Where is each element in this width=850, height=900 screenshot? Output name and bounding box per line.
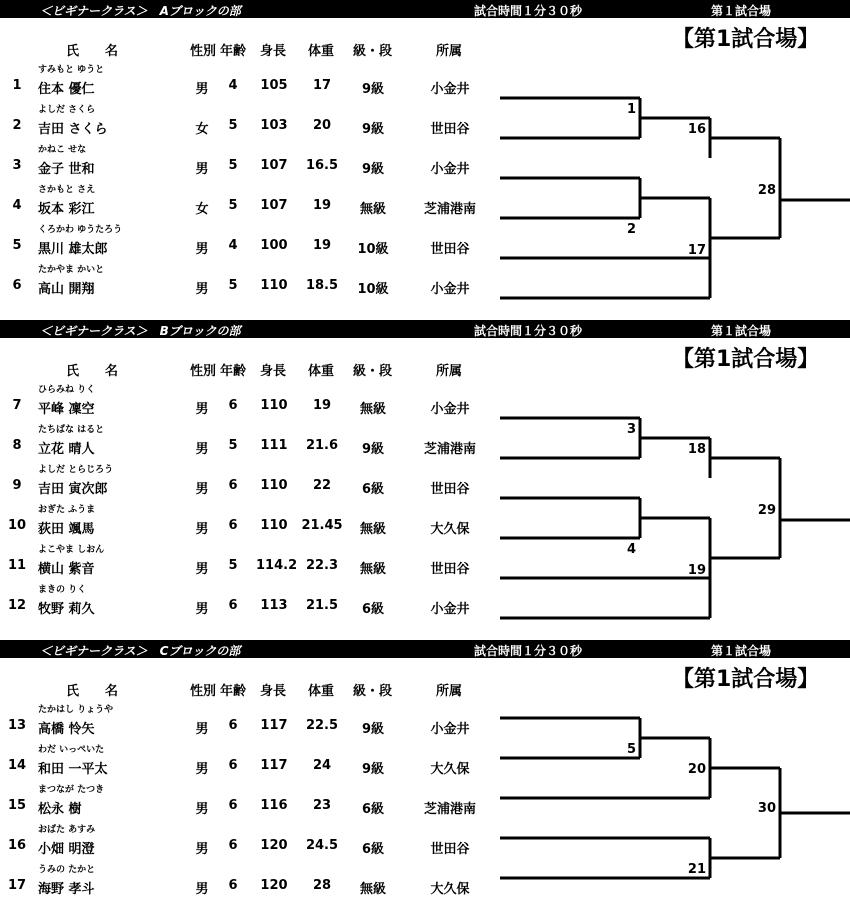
entry-name: 吉田 寅次郎 (38, 482, 108, 497)
entry-number: 15 (7, 798, 27, 813)
arena-label: 第１試合場 (711, 324, 772, 338)
entry-sex: 男 (195, 802, 209, 817)
col-name: 氏 名 (66, 44, 119, 59)
entry-height: 114.2 (256, 558, 298, 573)
entry-height: 103 (260, 118, 288, 133)
entry-affiliation: 芝浦港南 (423, 442, 476, 457)
entry-sex: 男 (195, 842, 209, 857)
col-weight: 体重 (308, 44, 335, 59)
match-number: 20 (687, 762, 706, 777)
entry-name: 松永 樹 (38, 802, 82, 817)
entry-weight: 20 (312, 118, 332, 133)
entry-name: 立花 晴人 (38, 442, 95, 457)
arena-label: 第１試合場 (711, 644, 772, 658)
entry-rank: 9級 (361, 722, 385, 737)
entry-weight: 16.5 (305, 158, 339, 173)
entry-affiliation: 大久保 (430, 522, 470, 537)
entry-weight: 22.3 (305, 558, 339, 573)
col-height: 身長 (260, 684, 287, 699)
match-number: 3 (626, 422, 636, 437)
entry-rank: 無級 (359, 562, 386, 577)
entry-name: 和田 一平太 (38, 762, 108, 777)
match-number: 1 (626, 102, 636, 117)
entry-age: 6 (228, 398, 238, 413)
entry-number: 16 (7, 838, 27, 853)
entry-weight: 21.6 (305, 438, 339, 453)
col-weight: 体重 (308, 364, 335, 379)
entry-number: 14 (7, 758, 27, 773)
entry-affiliation: 芝浦港南 (423, 202, 476, 217)
entry-name: 住本 優仁 (38, 82, 95, 97)
entry-age: 6 (228, 758, 238, 773)
match-number: 30 (757, 801, 776, 816)
entry-name: 横山 紫音 (38, 562, 95, 577)
entry-rank: 6級 (361, 482, 385, 497)
entry-rank: 6級 (361, 802, 385, 817)
col-affiliation: 所属 (436, 44, 463, 59)
entry-number: 1 (12, 78, 22, 93)
entry-age: 5 (228, 278, 238, 293)
entry-name: 金子 世和 (38, 162, 95, 177)
col-affiliation: 所属 (436, 364, 463, 379)
entry-height: 117 (260, 718, 288, 733)
entry-name: 高橋 怜矢 (38, 722, 95, 737)
entry-sex: 男 (195, 762, 209, 777)
entry-name: 黒川 雄太郎 (38, 242, 108, 257)
entry-height: 110 (260, 518, 288, 533)
entry-number: 17 (7, 878, 27, 893)
entry-rank: 6級 (361, 842, 385, 857)
entry-weight: 22 (312, 478, 332, 493)
col-affiliation: 所属 (436, 684, 463, 699)
col-age: 年齢 (220, 684, 247, 699)
furigana: よこやま しおん (38, 545, 105, 555)
furigana: わだ いっぺいた (38, 745, 105, 755)
entry-name: 荻田 颯馬 (38, 522, 95, 537)
col-sex: 性別 (190, 44, 217, 59)
arena-title: 【第1試合場】 (672, 27, 820, 52)
entry-affiliation: 大久保 (430, 762, 470, 777)
entry-name: 坂本 彩江 (38, 202, 95, 217)
entry-sex: 男 (195, 602, 209, 617)
entry-height: 111 (260, 438, 288, 453)
col-rank: 級・段 (353, 684, 393, 699)
col-rank: 級・段 (353, 44, 393, 59)
entry-height: 100 (260, 238, 288, 253)
tournament-bracket (0, 0, 850, 310)
match-number: 29 (757, 503, 776, 518)
entry-age: 6 (228, 878, 238, 893)
entry-name: 小畑 明澄 (38, 842, 95, 857)
entry-rank: 無級 (359, 202, 386, 217)
entry-weight: 17 (312, 78, 332, 93)
furigana: たちばな はると (38, 425, 105, 435)
entry-age: 6 (228, 838, 238, 853)
furigana: ひらみね りく (38, 385, 96, 395)
entry-number: 9 (12, 478, 22, 493)
arena-title: 【第1試合場】 (672, 667, 820, 692)
entry-affiliation: 小金井 (430, 402, 470, 417)
entry-age: 4 (228, 238, 238, 253)
col-age: 年齢 (220, 44, 247, 59)
entry-weight: 21.45 (301, 518, 343, 533)
entry-rank: 10級 (357, 242, 389, 257)
entry-sex: 男 (195, 282, 209, 297)
entry-rank: 無級 (359, 402, 386, 417)
entry-height: 120 (260, 838, 288, 853)
furigana: うみの たかと (38, 865, 96, 875)
entry-weight: 18.5 (305, 278, 339, 293)
furigana: よしだ とらじろう (38, 465, 114, 475)
entry-weight: 19 (312, 398, 332, 413)
match-time: 試合時間１分３０秒 (474, 4, 583, 18)
entry-weight: 22.5 (305, 718, 339, 733)
entry-height: 107 (260, 198, 288, 213)
entry-sex: 男 (195, 882, 209, 897)
entry-affiliation: 世田谷 (430, 562, 470, 577)
entry-age: 5 (228, 438, 238, 453)
entry-height: 107 (260, 158, 288, 173)
match-number: 21 (687, 862, 706, 877)
col-weight: 体重 (308, 684, 335, 699)
entry-age: 6 (228, 518, 238, 533)
entry-number: 10 (7, 518, 27, 533)
entry-affiliation: 小金井 (430, 722, 470, 737)
col-rank: 級・段 (353, 364, 393, 379)
entry-sex: 男 (195, 82, 209, 97)
entry-number: 7 (12, 398, 22, 413)
entry-number: 12 (7, 598, 27, 613)
entry-number: 2 (12, 118, 22, 133)
entry-sex: 女 (195, 202, 209, 217)
entry-weight: 21.5 (305, 598, 339, 613)
match-number: 2 (626, 222, 636, 237)
match-number: 4 (626, 542, 636, 557)
col-sex: 性別 (190, 684, 217, 699)
col-sex: 性別 (190, 364, 217, 379)
entry-name: 平峰 凜空 (38, 402, 95, 417)
entry-weight: 19 (312, 238, 332, 253)
furigana: おぎた ふうま (38, 505, 96, 515)
entry-number: 11 (7, 558, 27, 573)
entry-number: 5 (12, 238, 22, 253)
match-number: 16 (687, 122, 706, 137)
entry-affiliation: 小金井 (430, 162, 470, 177)
match-number: 5 (626, 742, 636, 757)
entry-number: 3 (12, 158, 22, 173)
entry-weight: 28 (312, 878, 332, 893)
tournament-bracket (0, 320, 850, 630)
col-name: 氏 名 (66, 684, 119, 699)
furigana: よしだ さくら (38, 105, 96, 115)
tournament-bracket (0, 640, 850, 900)
entry-age: 4 (228, 78, 238, 93)
entry-name: 高山 開翔 (38, 282, 95, 297)
furigana: くろかわ ゆうたろう (38, 225, 123, 235)
class-label: ＜ビギナークラス＞ Aブロックの部 (40, 4, 241, 18)
furigana: まきの りく (38, 585, 87, 595)
match-number: 19 (687, 563, 706, 578)
entry-height: 117 (260, 758, 288, 773)
entry-rank: 9級 (361, 762, 385, 777)
entry-name: 海野 孝斗 (38, 882, 95, 897)
entry-age: 5 (228, 158, 238, 173)
entry-weight: 24 (312, 758, 332, 773)
col-height: 身長 (260, 364, 287, 379)
entry-sex: 男 (195, 402, 209, 417)
entry-age: 6 (228, 798, 238, 813)
entry-height: 110 (260, 398, 288, 413)
entry-height: 113 (260, 598, 288, 613)
furigana: まつなが たつき (38, 785, 105, 795)
entry-rank: 9級 (361, 442, 385, 457)
col-height: 身長 (260, 44, 287, 59)
entry-number: 6 (12, 278, 22, 293)
entry-height: 105 (260, 78, 288, 93)
arena-label: 第１試合場 (711, 4, 772, 18)
entry-rank: 10級 (357, 282, 389, 297)
entry-name: 吉田 さくら (38, 122, 108, 137)
match-time: 試合時間１分３０秒 (474, 324, 583, 338)
furigana: すみもと ゆうと (38, 65, 105, 75)
entry-weight: 19 (312, 198, 332, 213)
entry-sex: 男 (195, 162, 209, 177)
furigana: さかもと さえ (38, 185, 96, 195)
entry-rank: 6級 (361, 602, 385, 617)
entry-sex: 男 (195, 522, 209, 537)
col-age: 年齢 (220, 364, 247, 379)
furigana: おばた あすみ (38, 825, 96, 835)
entry-height: 120 (260, 878, 288, 893)
entry-affiliation: 世田谷 (430, 842, 470, 857)
entry-affiliation: 小金井 (430, 82, 470, 97)
entry-affiliation: 大久保 (430, 882, 470, 897)
entry-age: 6 (228, 598, 238, 613)
arena-title: 【第1試合場】 (672, 347, 820, 372)
furigana: かねこ せな (38, 145, 87, 155)
entry-age: 5 (228, 118, 238, 133)
entry-height: 110 (260, 478, 288, 493)
entry-affiliation: 小金井 (430, 282, 470, 297)
entry-affiliation: 世田谷 (430, 482, 470, 497)
entry-affiliation: 小金井 (430, 602, 470, 617)
entry-rank: 9級 (361, 82, 385, 97)
entry-height: 116 (260, 798, 288, 813)
col-name: 氏 名 (66, 364, 119, 379)
entry-sex: 男 (195, 562, 209, 577)
entry-affiliation: 世田谷 (430, 242, 470, 257)
entry-affiliation: 芝浦港南 (423, 802, 476, 817)
match-number: 28 (757, 183, 776, 198)
entry-age: 6 (228, 478, 238, 493)
class-label: ＜ビギナークラス＞ Bブロックの部 (40, 324, 241, 338)
entry-sex: 男 (195, 442, 209, 457)
entry-sex: 男 (195, 722, 209, 737)
entry-age: 5 (228, 558, 238, 573)
entry-rank: 9級 (361, 162, 385, 177)
entry-rank: 無級 (359, 522, 386, 537)
entry-weight: 23 (312, 798, 332, 813)
furigana: たかはし りょうや (38, 705, 114, 715)
entry-age: 6 (228, 718, 238, 733)
entry-affiliation: 世田谷 (430, 122, 470, 137)
entry-number: 8 (12, 438, 22, 453)
entry-number: 4 (12, 198, 22, 213)
entry-rank: 無級 (359, 882, 386, 897)
entry-sex: 男 (195, 242, 209, 257)
entry-sex: 女 (195, 122, 209, 137)
furigana: たかやま かいと (38, 265, 105, 275)
match-number: 17 (687, 243, 706, 258)
match-time: 試合時間１分３０秒 (474, 644, 583, 658)
class-label: ＜ビギナークラス＞ Cブロックの部 (40, 644, 241, 658)
entry-weight: 24.5 (305, 838, 339, 853)
entry-number: 13 (7, 718, 27, 733)
entry-sex: 男 (195, 482, 209, 497)
match-number: 18 (687, 442, 706, 457)
entry-height: 110 (260, 278, 288, 293)
entry-age: 5 (228, 198, 238, 213)
entry-rank: 9級 (361, 122, 385, 137)
entry-name: 牧野 莉久 (38, 602, 95, 617)
